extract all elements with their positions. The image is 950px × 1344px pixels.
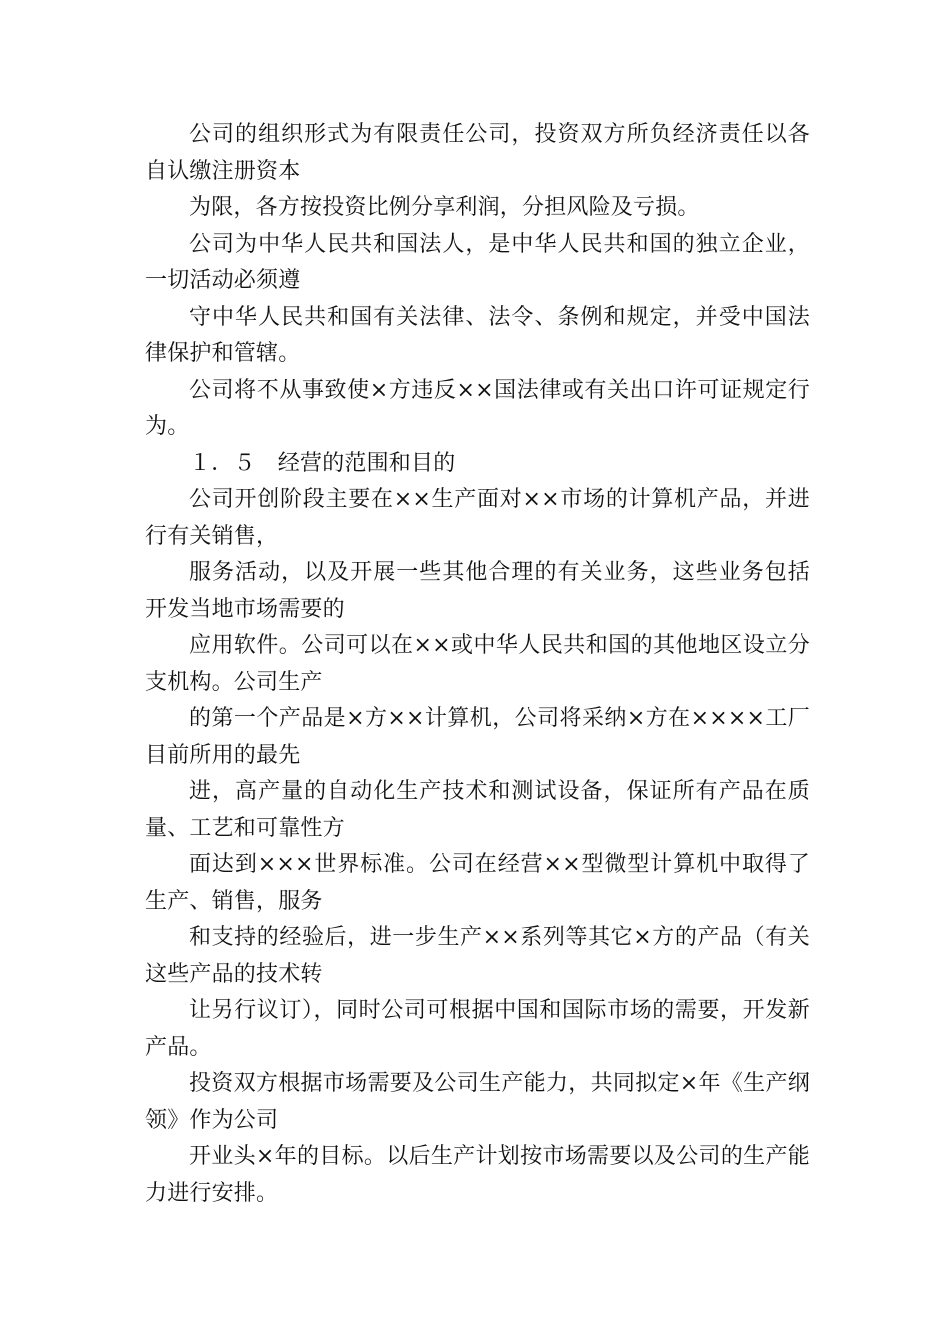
paragraph-3: 公司为中华人民共和国法人，是中华人民共和国的独立企业，一切活动必须遵	[145, 231, 810, 293]
section-heading: １．５ 经营的范围和目的	[189, 450, 456, 476]
paragraph-9: 应用软件。公司可以在××或中华人民共和国的其他地区设立分支机构。公司生产	[145, 633, 810, 695]
paragraph-15: 投资双方根据市场需要及公司生产能力，共同拟定×年《生产纲领》作为公司	[145, 1071, 810, 1133]
paragraph-8: 服务活动，以及开展一些其他合理的有关业务，这些业务包括开发当地市场需要的	[145, 560, 810, 622]
paragraph-12: 面达到×××世界标准。公司在经营××型微型计算机中取得了生产、销售，服务	[145, 852, 810, 914]
paragraph-11: 进，高产量的自动化生产技术和测试设备，保证所有产品在质量、工艺和可靠性方	[145, 779, 810, 841]
paragraph-1: 公司的组织形式为有限责任公司，投资双方所负经济责任以各自认缴注册资本	[145, 122, 810, 184]
paragraph-13: 和支持的经验后，进一步生产××系列等其它×方的产品（有关这些产品的技术转	[145, 925, 810, 987]
paragraph-14: 让另行议订），同时公司可根据中国和国际市场的需要，开发新产品。	[145, 998, 810, 1060]
document-body	[145, 117, 810, 1212]
paragraph-5: 公司将不从事致使×方违反××国法律或有关出口许可证规定行为。	[145, 377, 810, 439]
paragraph-4: 守中华人民共和国有关法律、法令、条例和规定，并受中国法律保护和管辖。	[145, 304, 810, 366]
paragraph-16: 开业头×年的目标。以后生产计划按市场需要以及公司的生产能力进行安排。	[145, 1144, 810, 1206]
paragraph-2: 为限，各方按投资比例分享利润，分担风险及亏损。	[189, 195, 700, 220]
paragraph-7: 公司开创阶段主要在××生产面对××市场的计算机产品，并进行有关销售，	[145, 487, 810, 549]
paragraph-10: 的第一个产品是×方××计算机，公司将采纳×方在××××工厂目前所用的最先	[145, 706, 810, 768]
